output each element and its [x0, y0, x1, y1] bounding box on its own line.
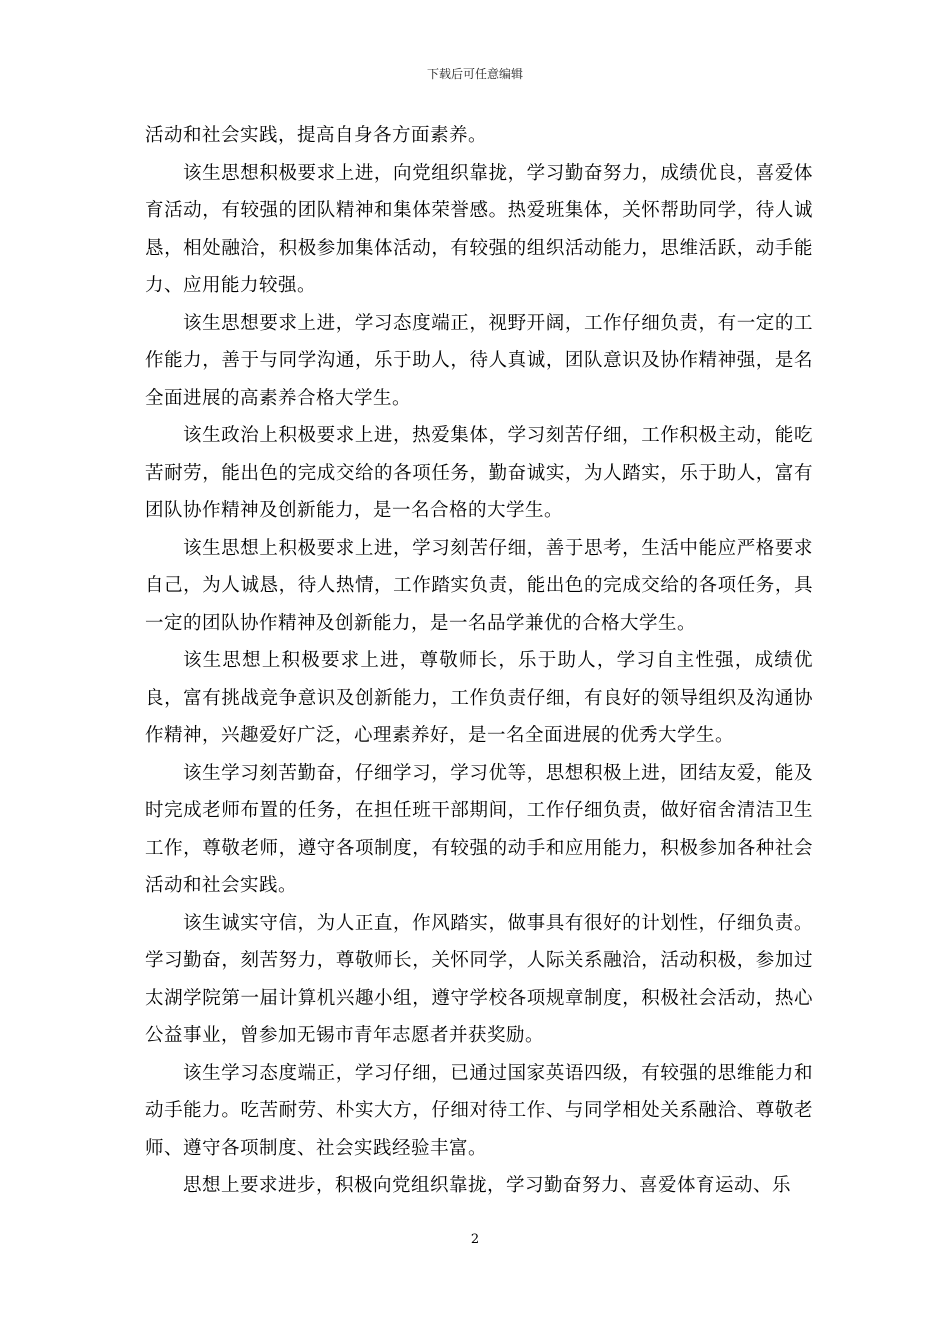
paragraph: 该生政治上积极要求上进，热爱集体，学习刻苦仔细，工作积极主动，能吃苦耐劳，能出色的完成交给的各项任务，勤奋诚实，为人踏实，乐于助人，富有团队协作精神及创新能力，是一名合格的大学生。 — [145, 425, 813, 521]
document-body — [145, 117, 813, 1205]
paragraph: 该生诚实守信，为人正直，作风踏实，做事具有很好的计划性，仔细负责。学习勤奋，刻苦努力，尊敬师长，关怀同学，人际关系融洽，活动积极，参加过太湖学院第一届计算机兴趣小组，遵守学校各项规章制度，积极社会活动，热心公益事业，曾参加无锡市青年志愿者并获奖励。 — [145, 912, 813, 1046]
paragraph: 该生思想上积极要求上进，学习刻苦仔细，善于思考，生活中能应严格要求自己，为人诚恳，待人热情，工作踏实负责，能出色的完成交给的各项任务，具一定的团队协作精神及创新能力，是一名品学兼优的合格大学生。 — [145, 537, 813, 634]
paragraph: 该生学习态度端正，学习仔细，已通过国家英语四级，有较强的思维能力和动手能力。吃苦耐劳、朴实大方，仔细对待工作、与同学相处关系融洽、尊敬老师、遵守各项制度、社会实践经验丰富。 — [145, 1062, 813, 1159]
paragraph: 活动和社会实践，提高自身各方面素养。 — [145, 125, 488, 146]
page-header: 下载后可任意编辑 — [426, 67, 523, 81]
paragraph: 思想上要求进步，积极向党组织靠拢，学习勤奋努力、喜爱体育运动、乐 — [183, 1175, 792, 1196]
paragraph: 该生思想上积极要求上进，尊敬师长，乐于助人，学习自主性强，成绩优良，富有挑战竞争意识及创新能力，工作负责仔细，有良好的领导组织及沟通协作精神，兴趣爱好广泛，心理素养好，是一名全面进展的优秀大学生。 — [145, 650, 813, 746]
page-number: 2 — [470, 1232, 480, 1247]
paragraph: 该生思想要求上进，学习态度端正，视野开阔，工作仔细负责，有一定的工作能力，善于与同学沟通，乐于助人，待人真诚，团队意识及协作精神强，是名全面进展的高素养合格大学生。 — [145, 312, 813, 409]
paragraph: 该生思想积极要求上进，向党组织靠拢，学习勤奋努力，成绩优良，喜爱体育活动，有较强的团队精神和集体荣誉感。热爱班集体，关怀帮助同学，待人诚恳，相处融洽，积极参加集体活动，有较强的组织活动能力，思维活跃，动手能力、应用能力较强。 — [145, 162, 813, 296]
paragraph: 该生学习刻苦勤奋，仔细学习，学习优等，思想积极上进，团结友爱，能及时完成老师布置的任务，在担任班干部期间，工作仔细负责，做好宿舍清洁卫生工作，尊敬老师，遵守各项制度，有较强的动手和应用能力，积极参加各种社会活动和社会实践。 — [145, 762, 813, 896]
